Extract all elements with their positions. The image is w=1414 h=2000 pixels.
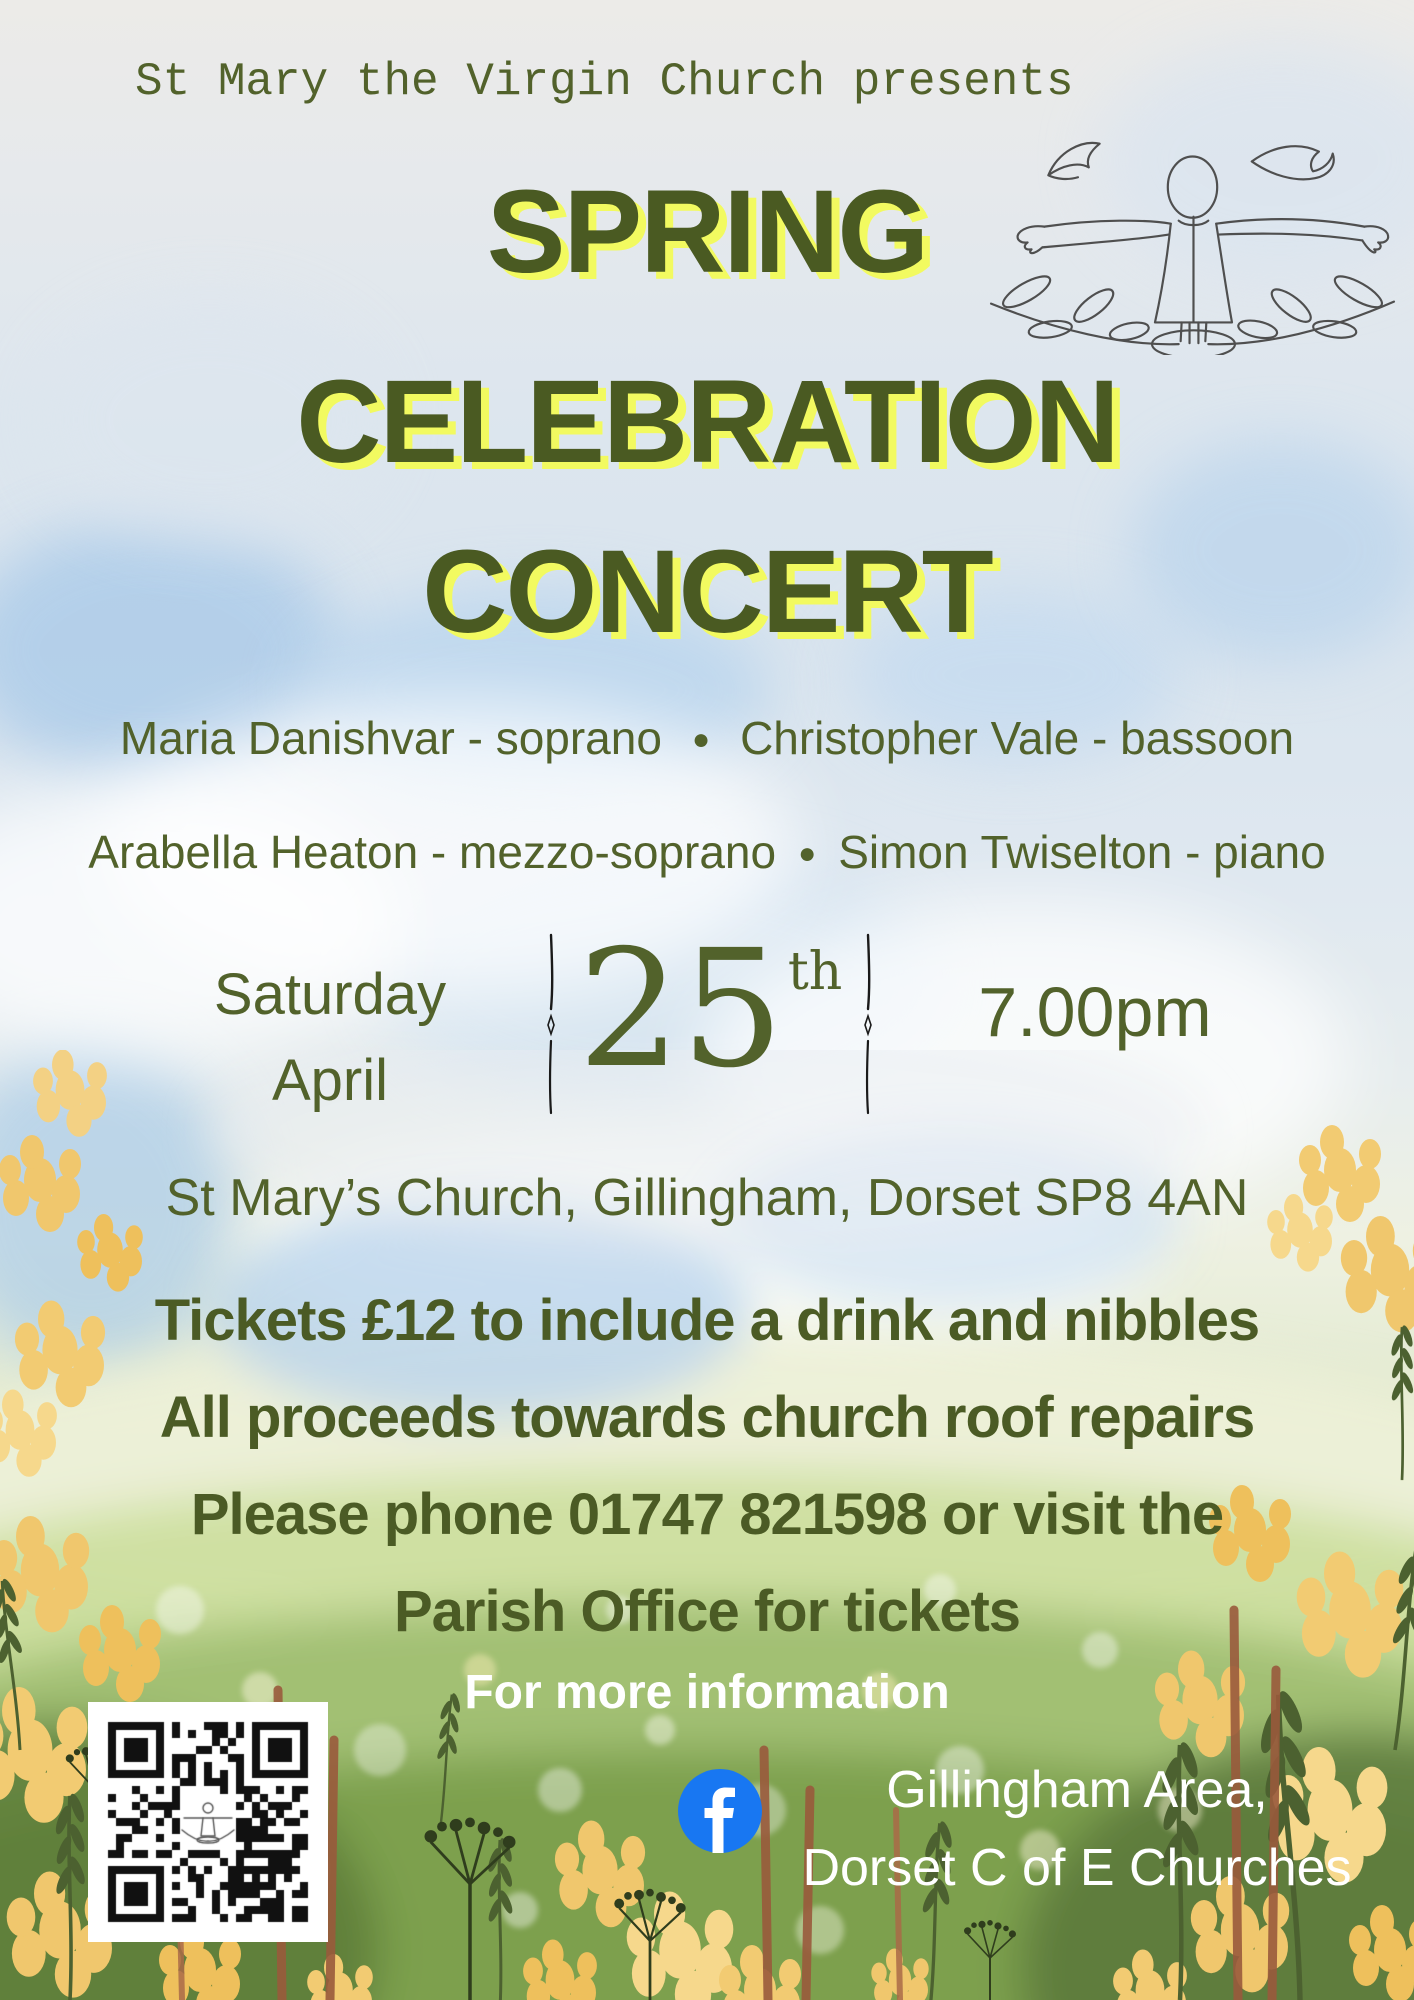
event-date [575, 916, 845, 1133]
performers-line-1 [0, 708, 1414, 768]
ticket-info [0, 1272, 1414, 1660]
title-line-2: CELEBRATION [296, 356, 1118, 488]
ticket-price-line: Tickets £12 to include a drink and nibbles [154, 1288, 1260, 1353]
event-day [120, 952, 540, 1124]
venue-line: St Mary’s Church, Gillingham, Dorset SP8 4AN [165, 1169, 1249, 1227]
event-date-suffix: th [787, 942, 843, 1002]
presenter-line: St Mary the Virgin Church presents [135, 56, 1074, 108]
facebook-line-1: Gillingham Area, [886, 1761, 1268, 1819]
event-day-name: Saturday [213, 962, 447, 1027]
title-line-1: SPRING [486, 166, 928, 298]
performer-piano: Simon Twiselton - piano [838, 826, 1326, 878]
performers-line-2 [0, 822, 1414, 882]
facebook-line-2: Dorset C of E Churches [802, 1839, 1352, 1897]
proceeds-line: All proceeds towards church roof repairs [159, 1385, 1255, 1450]
title-line-3: CONCERT [422, 526, 992, 658]
performer-soprano: Maria Danishvar - soprano [119, 712, 662, 764]
performer-mezzo-soprano: Arabella Heaton - mezzo-soprano [88, 826, 777, 878]
parish-office-line: Parish Office for tickets [393, 1579, 1021, 1644]
event-date-number: 25 [577, 916, 784, 1104]
bullet-separator: ● [691, 723, 711, 756]
performer-bassoon: Christopher Vale - bassoon [740, 712, 1295, 764]
facebook-page-name [770, 1751, 1384, 1907]
phone-line: Please phone 01747 821598 or visit the [190, 1482, 1224, 1547]
event-month: April [271, 1048, 389, 1113]
facebook-icon [678, 1769, 762, 1853]
event-time: 7.00pm [978, 973, 1212, 1051]
ornament-divider [862, 933, 874, 1115]
more-information-label: For more information [464, 1666, 950, 1719]
qr-code [88, 1702, 328, 1942]
ornament-divider [545, 933, 557, 1115]
bullet-separator: ● [798, 837, 817, 870]
